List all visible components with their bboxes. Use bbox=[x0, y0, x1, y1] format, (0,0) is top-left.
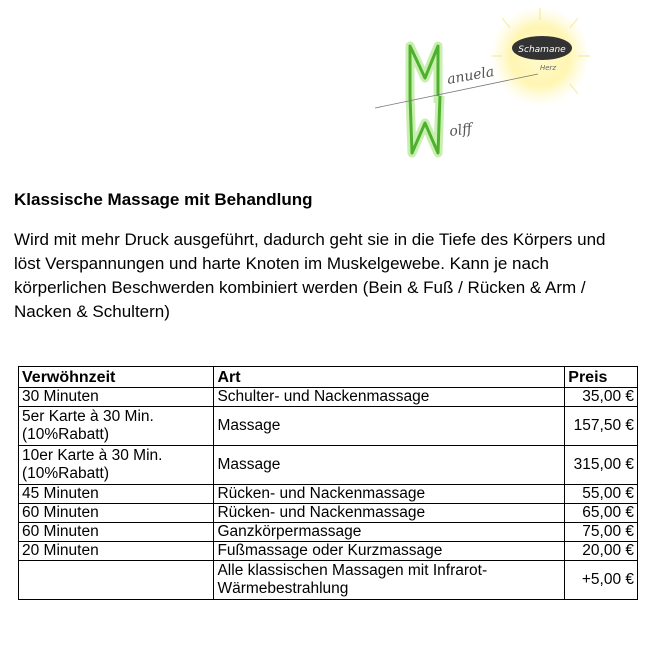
table-row bbox=[19, 523, 638, 542]
manuela-wolff-logo bbox=[370, 8, 620, 158]
cell-time: 60 Minuten bbox=[19, 523, 214, 542]
table-header-row bbox=[19, 367, 638, 388]
table-row bbox=[19, 485, 638, 504]
logo-text-anuela: anuela bbox=[445, 63, 496, 88]
page-title: Klassische Massage mit Behandlung bbox=[14, 190, 313, 209]
cell-time bbox=[19, 561, 214, 600]
letter-w-icon bbox=[410, 96, 440, 153]
header-art: Art bbox=[214, 367, 565, 388]
header-preis: Preis bbox=[565, 367, 638, 388]
cell-type: Rücken- und Nackenmassage bbox=[214, 504, 565, 523]
cell-type: Ganzkörpermassage bbox=[214, 523, 565, 542]
table-row bbox=[19, 504, 638, 523]
table-row bbox=[19, 446, 638, 485]
description-paragraph: Wird mit mehr Druck ausgeführt, dadurch geht sie in die Tiefe des Körpers und löst Verspannungen und harte Knoten im Muskelgewebe. Kann je nach körperlichen Beschwerden kombiniert werden (Bein & Fuß / Rücken & Arm / Nacken & Schultern) bbox=[14, 230, 606, 321]
cell-type: Massage bbox=[214, 446, 565, 485]
logo-text-olff: olff bbox=[448, 120, 474, 140]
letter-m-icon bbox=[410, 46, 438, 103]
cell-price: 157,50 € bbox=[565, 407, 638, 446]
cell-time: 10er Karte à 30 Min. (10%Rabatt) bbox=[19, 446, 214, 485]
cell-price: 55,00 € bbox=[565, 485, 638, 504]
cell-type: Massage bbox=[214, 407, 565, 446]
sun-icon bbox=[490, 8, 590, 106]
price-table bbox=[18, 366, 638, 600]
sun-text-bottom: Herz bbox=[539, 64, 557, 72]
cell-time: 20 Minuten bbox=[19, 542, 214, 561]
table-row bbox=[19, 542, 638, 561]
cell-type: Fußmassage oder Kurzmassage bbox=[214, 542, 565, 561]
cell-type: Schulter- und Nackenmassage bbox=[214, 388, 565, 407]
cell-price: +5,00 € bbox=[565, 561, 638, 600]
table-row bbox=[19, 388, 638, 407]
cell-time: 5er Karte à 30 Min. (10%Rabatt) bbox=[19, 407, 214, 446]
cell-type: Alle klassischen Massagen mit Infrarot-Wärmebestrahlung bbox=[214, 561, 565, 600]
table-row bbox=[19, 561, 638, 600]
cell-price: 65,00 € bbox=[565, 504, 638, 523]
cell-time: 30 Minuten bbox=[19, 388, 214, 407]
cell-price: 315,00 € bbox=[565, 446, 638, 485]
header-verwoehnzeit: Verwöhnzeit bbox=[19, 367, 214, 388]
cell-price: 35,00 € bbox=[565, 388, 638, 407]
sun-text-top: Schamane bbox=[518, 45, 566, 55]
cell-time: 45 Minuten bbox=[19, 485, 214, 504]
cell-price: 75,00 € bbox=[565, 523, 638, 542]
cell-time: 60 Minuten bbox=[19, 504, 214, 523]
cell-price: 20,00 € bbox=[565, 542, 638, 561]
table-row bbox=[19, 407, 638, 446]
cell-type: Rücken- und Nackenmassage bbox=[214, 485, 565, 504]
